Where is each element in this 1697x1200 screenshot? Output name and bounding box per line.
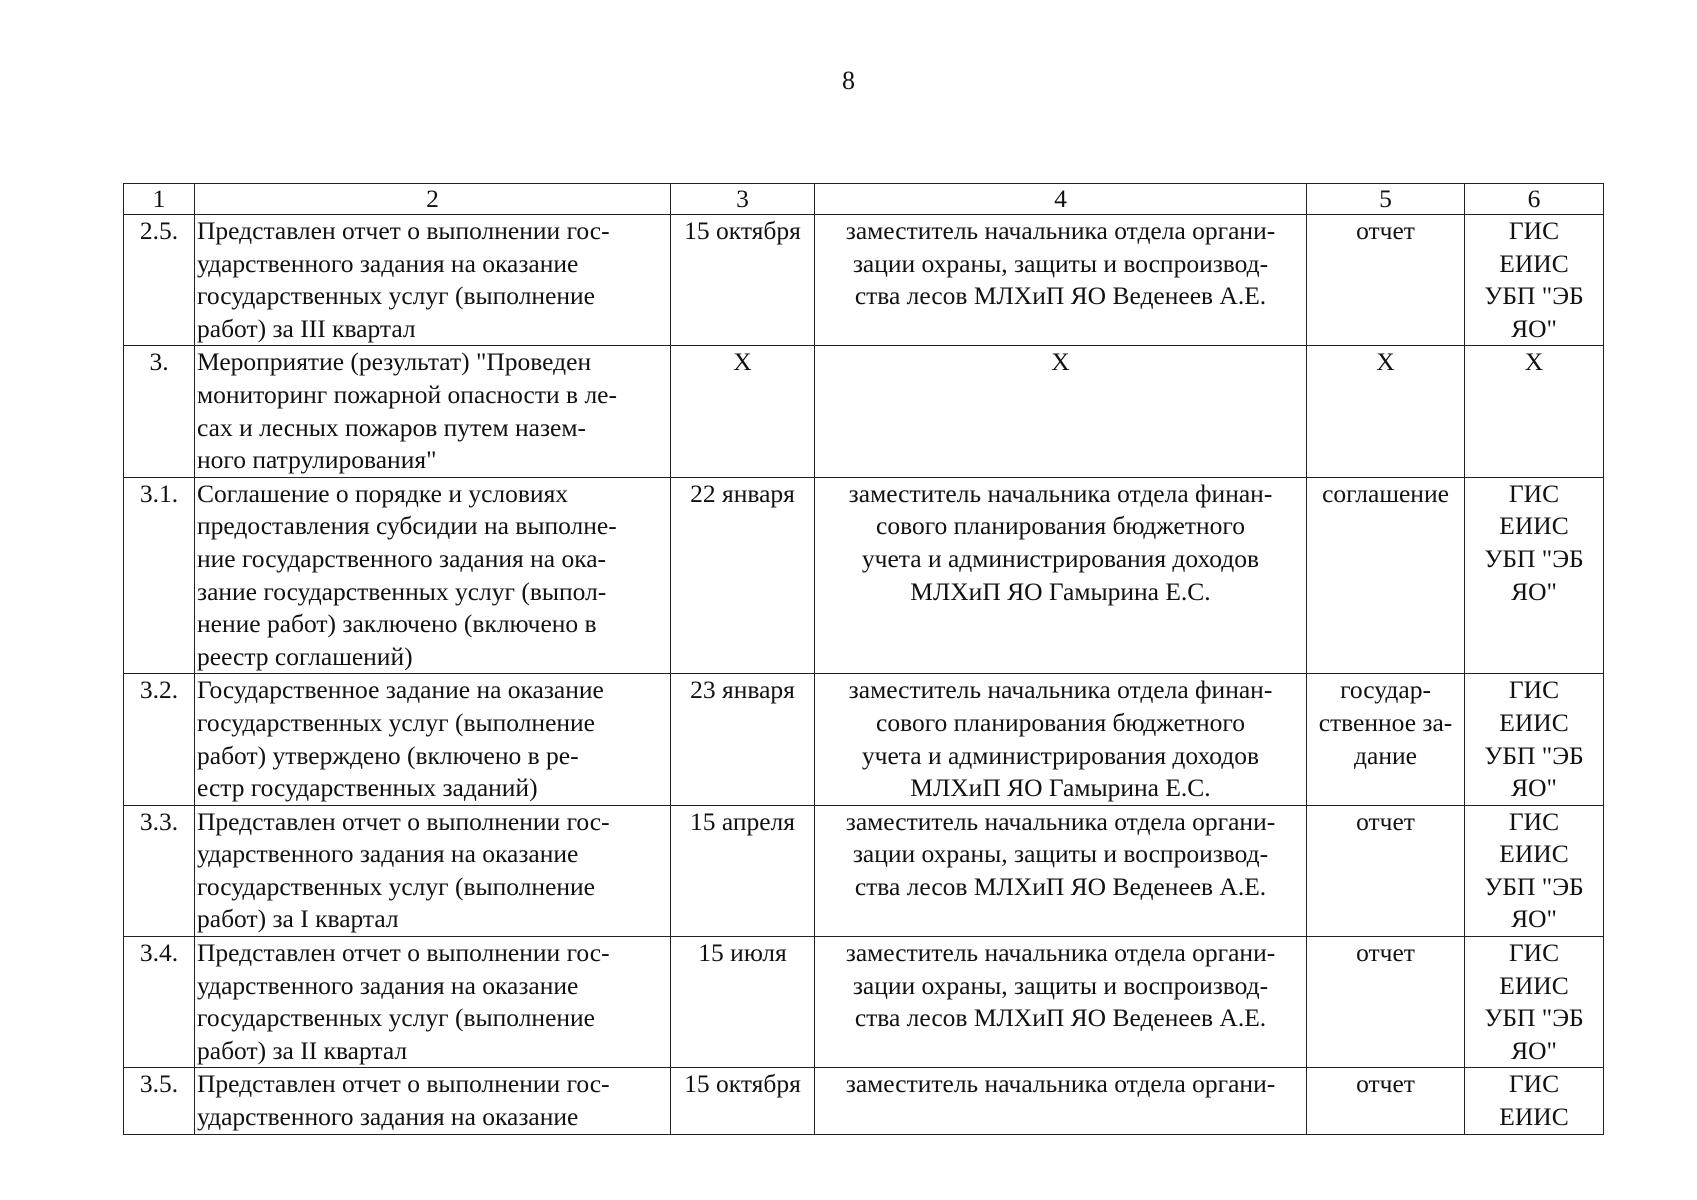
deadline-cell: 23 января — [671, 674, 815, 805]
cell-line: УБП "ЭБ — [1484, 1003, 1584, 1033]
header-cell-1: 1 — [124, 184, 195, 215]
document-type-cell — [1307, 346, 1465, 477]
activity-cell — [195, 674, 671, 805]
plan-table-body — [124, 184, 1604, 1135]
deadline-cell: X — [671, 346, 815, 477]
cell-line: государственных услуг (выполнение — [197, 281, 596, 311]
cell-line: ГИС — [1508, 216, 1560, 245]
cell-line: ЕИИС — [1499, 1102, 1569, 1132]
cell-line: УБП "ЭБ — [1484, 543, 1584, 573]
activity-cell — [195, 346, 671, 477]
header-cell-3: 3 — [671, 184, 815, 215]
responsible-cell — [815, 805, 1307, 936]
header-cell-5: 5 — [1307, 184, 1465, 215]
information-system-cell — [1465, 346, 1604, 477]
activity-cell — [195, 477, 671, 674]
cell-line: ства лесов МЛХиП ЯО Веденеев А.Е. — [854, 871, 1267, 901]
cell-line: ЕИИС — [1499, 707, 1569, 737]
cell-line: УБП "ЭБ — [1484, 740, 1584, 770]
cell-line: государственных услуг (выполнение — [197, 871, 596, 901]
item-number-cell: 3.1. — [124, 477, 195, 674]
cell-line: ударственного задания на оказание — [197, 248, 579, 278]
cell-line: отчет — [1356, 938, 1415, 968]
cell-line: дание — [1354, 740, 1417, 770]
cell-line: заместитель начальника отдела органи- — [845, 1069, 1276, 1099]
cell-line: ного патрулирования" — [197, 445, 437, 475]
table-row — [124, 1068, 1604, 1134]
table-row — [124, 805, 1604, 936]
information-system-cell — [1465, 477, 1604, 674]
cell-line: отчет — [1356, 806, 1415, 836]
activity-cell — [195, 805, 671, 936]
cell-line: сах и лесных пожаров путем назем- — [197, 412, 586, 442]
cell-line: ЯО" — [1511, 576, 1557, 606]
header-cell-2: 2 — [195, 184, 671, 215]
table-row — [124, 937, 1604, 1068]
document-type-cell — [1307, 937, 1465, 1068]
cell-line: ЕИИС — [1499, 248, 1569, 278]
item-number-cell: 3.5. — [124, 1068, 195, 1134]
header-row — [124, 184, 1604, 215]
page-number: 8 — [842, 66, 855, 95]
plan-table — [123, 183, 1604, 1135]
activity-cell — [195, 1068, 671, 1134]
cell-line: отчет — [1356, 216, 1415, 245]
cell-line: Представлен отчет о выполнении гос- — [197, 216, 610, 245]
cell-line: МЛХиП ЯО Гамырина Е.С. — [910, 773, 1211, 803]
item-number-cell: 3.4. — [124, 937, 195, 1068]
cell-line: Представлен отчет о выполнении гос- — [197, 938, 610, 968]
cell-line: сового планирования бюджетного — [876, 511, 1245, 541]
cell-line: зации охраны, защиты и воспроизвод- — [852, 248, 1269, 278]
cell-line: ударственного задания на оказание — [197, 1102, 579, 1132]
deadline-cell: 15 октября — [671, 215, 815, 346]
cell-line: зации охраны, защиты и воспроизвод- — [852, 839, 1269, 869]
cell-line: Представлен отчет о выполнении гос- — [197, 806, 610, 836]
cell-line: Представлен отчет о выполнении гос- — [197, 1069, 610, 1099]
cell-line: УБП "ЭБ — [1484, 281, 1584, 311]
cell-line: УБП "ЭБ — [1484, 871, 1584, 901]
table-row — [124, 477, 1604, 674]
cell-line: реестр соглашений) — [197, 641, 413, 671]
responsible-cell — [815, 674, 1307, 805]
cell-line: ЯО" — [1511, 773, 1557, 803]
activity-cell — [195, 937, 671, 1068]
cell-line: ства лесов МЛХиП ЯО Веденеев А.Е. — [854, 1003, 1267, 1033]
cell-line: учета и администрирования доходов — [861, 740, 1260, 770]
cell-line: ЕИИС — [1499, 839, 1569, 869]
item-number-cell: 2.5. — [124, 215, 195, 346]
cell-line: ственное за- — [1318, 707, 1453, 737]
cell-line: ства лесов МЛХиП ЯО Веденеев А.Е. — [854, 281, 1267, 311]
document-type-cell — [1307, 215, 1465, 346]
responsible-cell — [815, 937, 1307, 1068]
document-type-cell — [1307, 477, 1465, 674]
cell-line: заместитель начальника отдела органи- — [845, 216, 1276, 245]
header-cell-6: 6 — [1465, 184, 1604, 215]
information-system-cell — [1465, 937, 1604, 1068]
cell-line: ГИС — [1508, 938, 1560, 968]
cell-line: государственных услуг (выполнение — [197, 1003, 596, 1033]
document-type-cell — [1307, 805, 1465, 936]
cell-line: зации охраны, защиты и воспроизвод- — [852, 970, 1269, 1000]
cell-line: ГИС — [1508, 806, 1560, 836]
information-system-cell — [1465, 215, 1604, 346]
cell-line: ударственного задания на оказание — [197, 970, 579, 1000]
responsible-cell — [815, 346, 1307, 477]
cell-line: МЛХиП ЯО Гамырина Е.С. — [910, 576, 1211, 606]
cell-line: мониторинг пожарной опасности в ле- — [197, 379, 617, 409]
cell-line: заместитель начальника отдела органи- — [845, 938, 1276, 968]
table-row — [124, 346, 1604, 477]
cell-line: ГИС — [1508, 1069, 1560, 1099]
cell-line: ударственного задания на оказание — [197, 839, 579, 869]
cell-line: Мероприятие (результат) "Проведен — [197, 347, 592, 377]
cell-line: нение работ) заключено (включено в — [197, 609, 597, 639]
cell-line: предоставления субсидии на выполне- — [197, 511, 617, 541]
cell-line: государственных услуг (выполнение — [197, 707, 596, 737]
cell-line: естр государственных заданий) — [197, 773, 538, 803]
deadline-cell: 15 октября — [671, 1068, 815, 1134]
deadline-cell: 22 января — [671, 477, 815, 674]
header-cell-4: 4 — [815, 184, 1307, 215]
cell-line: работ) утверждено (включено в ре- — [197, 740, 579, 770]
cell-line: X — [1051, 347, 1070, 377]
cell-line: X — [1376, 347, 1395, 377]
deadline-cell: 15 июля — [671, 937, 815, 1068]
cell-line: зание государственных услуг (выпол- — [197, 576, 607, 606]
information-system-cell — [1465, 1068, 1604, 1134]
cell-line: ЕИИС — [1499, 970, 1569, 1000]
cell-line: ГИС — [1508, 478, 1560, 508]
cell-line: соглашение — [1322, 478, 1449, 508]
cell-line: государ- — [1340, 675, 1431, 705]
responsible-cell — [815, 477, 1307, 674]
item-number-cell: 3.2. — [124, 674, 195, 805]
table-row — [124, 215, 1604, 346]
responsible-cell — [815, 215, 1307, 346]
cell-line: работ) за II квартал — [197, 1035, 408, 1065]
cell-line: ЯО" — [1511, 313, 1557, 343]
information-system-cell — [1465, 674, 1604, 805]
document-type-cell — [1307, 1068, 1465, 1134]
cell-line: заместитель начальника отдела финан- — [848, 478, 1273, 508]
cell-line: ГИС — [1508, 675, 1560, 705]
cell-line: Соглашение о порядке и условиях — [197, 478, 569, 508]
cell-line: работ) за I квартал — [197, 904, 399, 934]
cell-line: ЯО" — [1511, 1035, 1557, 1065]
table-row — [124, 674, 1604, 805]
responsible-cell — [815, 1068, 1307, 1134]
cell-line: ние государственного задания на ока- — [197, 543, 607, 573]
item-number-cell: 3. — [124, 346, 195, 477]
cell-line: заместитель начальника отдела органи- — [845, 806, 1276, 836]
cell-line: сового планирования бюджетного — [876, 707, 1245, 737]
cell-line: учета и администрирования доходов — [861, 543, 1260, 573]
cell-line: Государственное задание на оказание — [197, 675, 604, 705]
document-type-cell — [1307, 674, 1465, 805]
cell-line: X — [1524, 347, 1544, 377]
deadline-cell: 15 апреля — [671, 805, 815, 936]
cell-line: отчет — [1356, 1069, 1415, 1099]
cell-line: работ) за III квартал — [197, 313, 416, 343]
activity-cell — [195, 215, 671, 346]
item-number-cell: 3.3. — [124, 805, 195, 936]
cell-line: ЕИИС — [1499, 511, 1569, 541]
cell-line: заместитель начальника отдела финан- — [848, 675, 1273, 705]
information-system-cell — [1465, 805, 1604, 936]
cell-line: ЯО" — [1511, 904, 1557, 934]
